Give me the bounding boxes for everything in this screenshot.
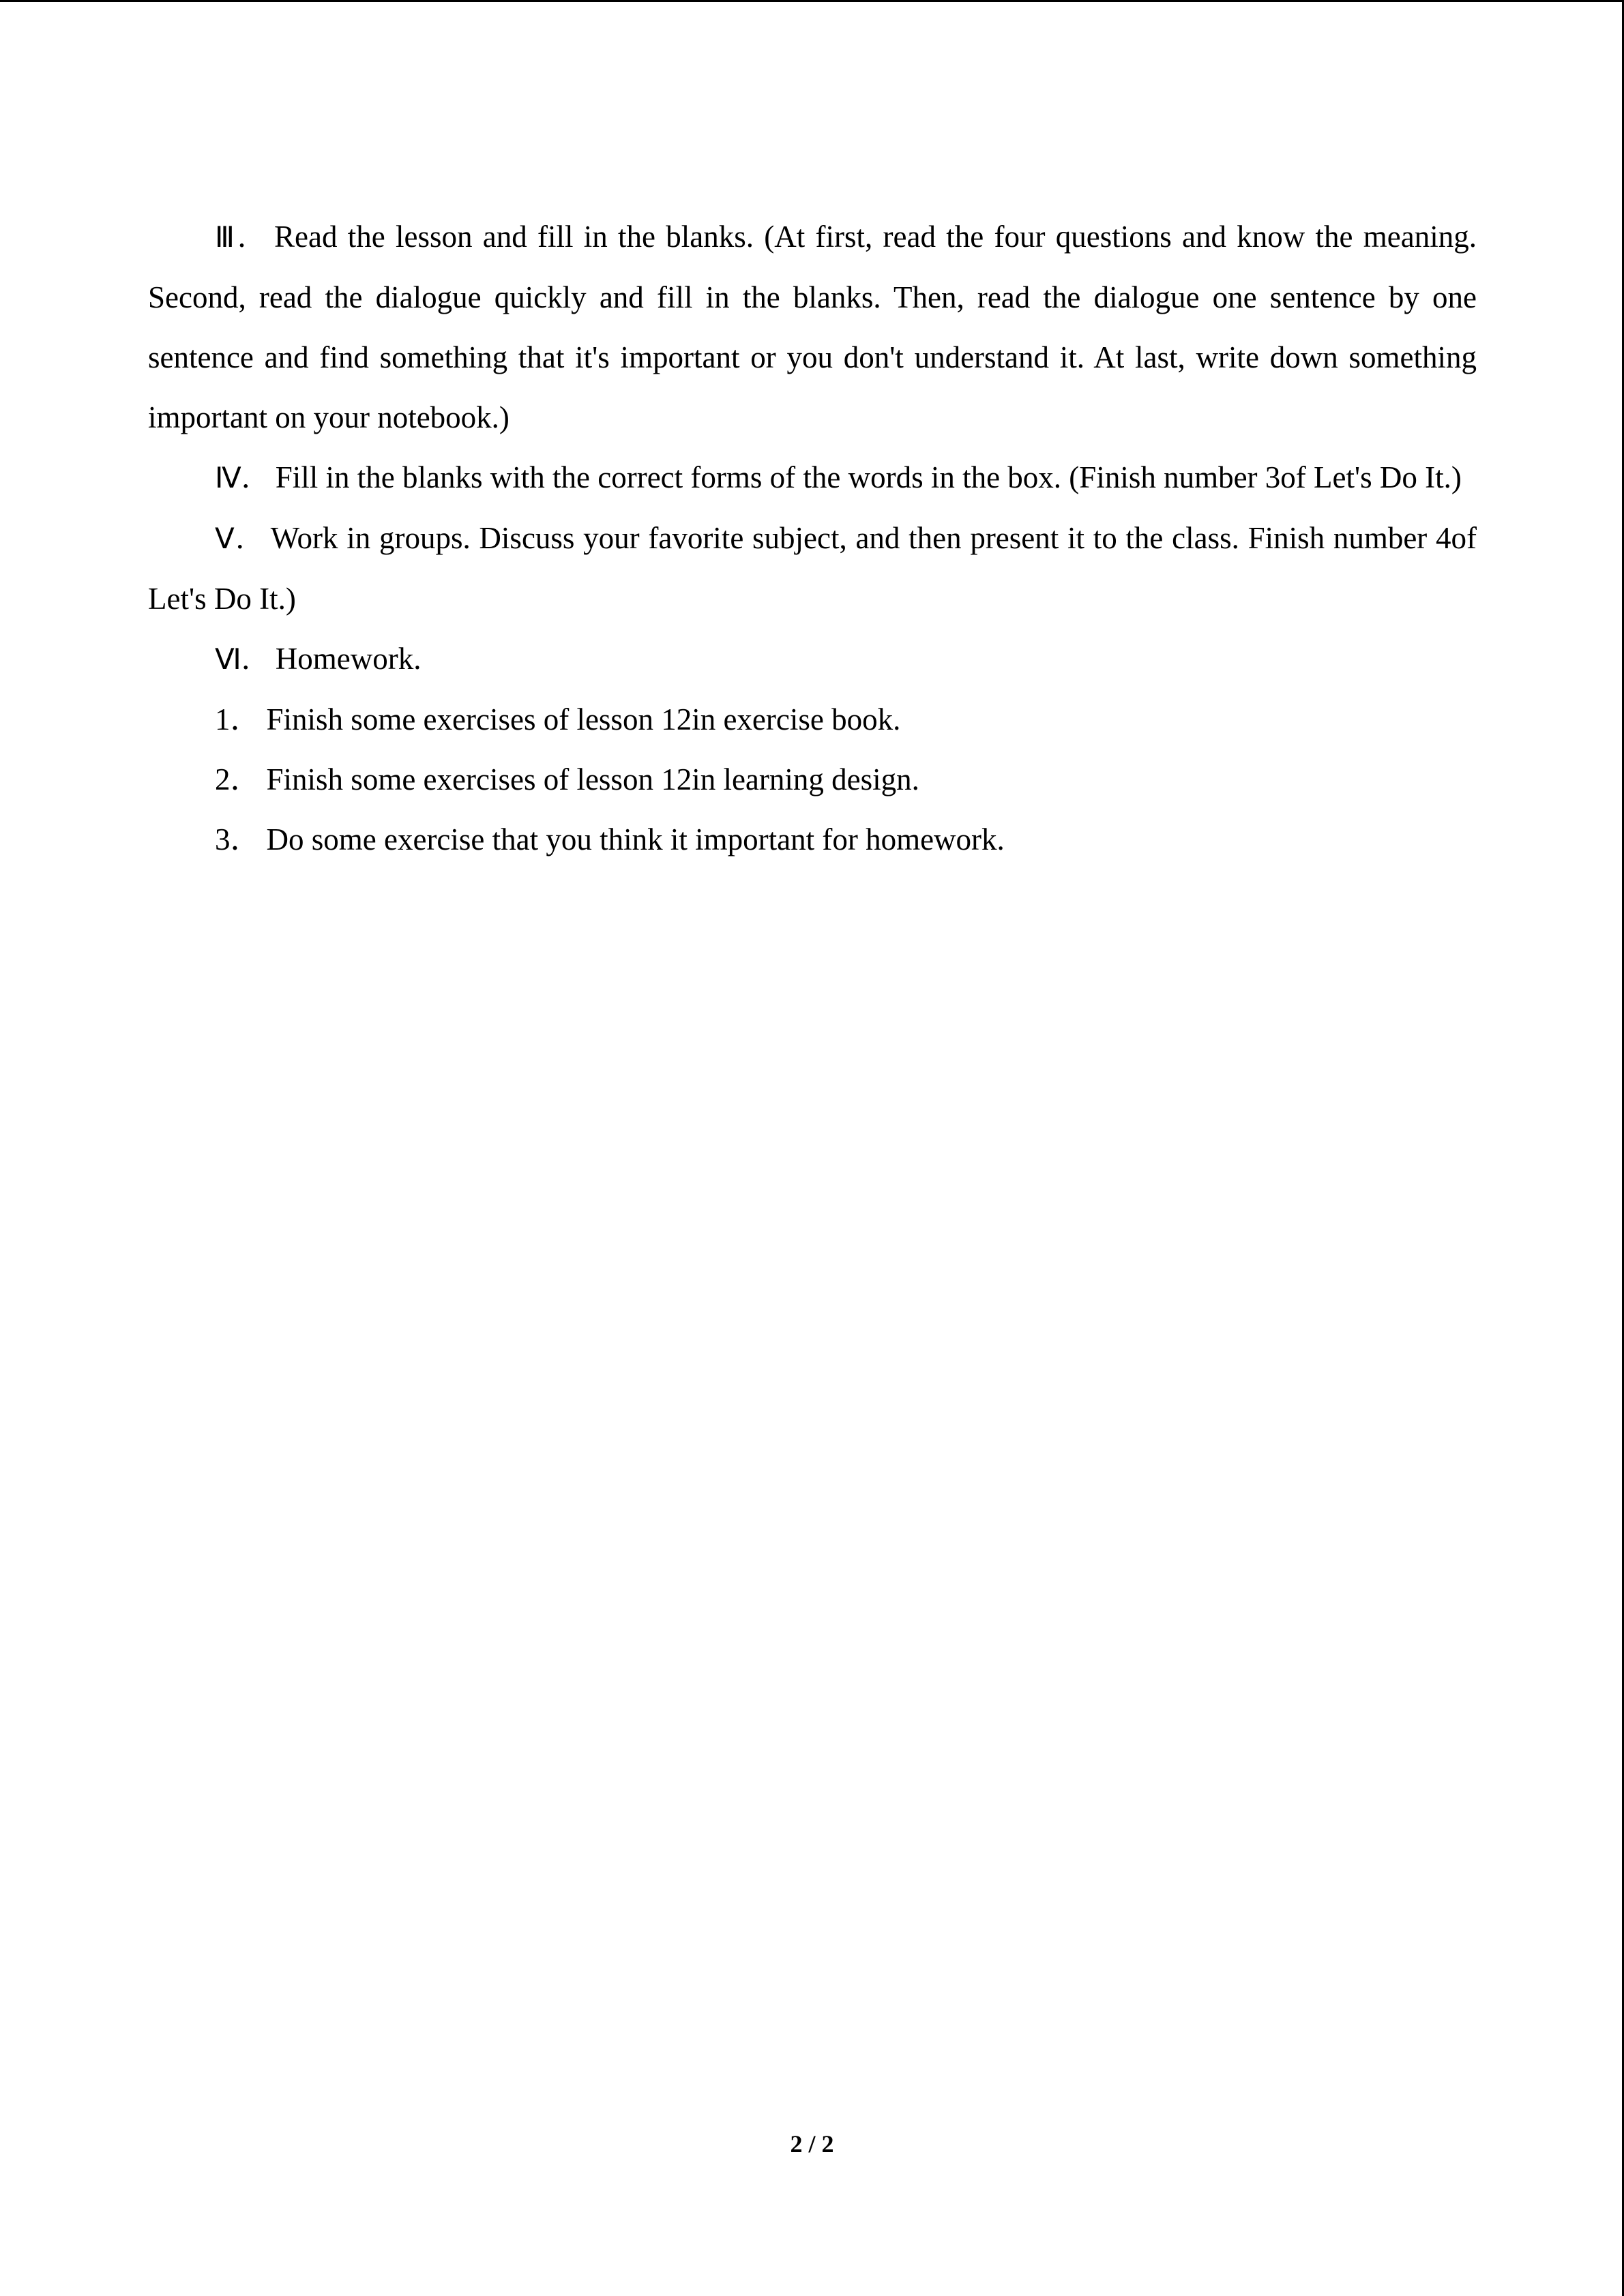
section-text: Fill in the blanks with the correct forms of the words in the box. (Finish number 3of Let's Do It.) xyxy=(275,460,1462,494)
section-reading-blanks xyxy=(148,207,1477,447)
section-word-forms xyxy=(148,447,1477,508)
document-body xyxy=(148,207,1477,869)
section-homework xyxy=(148,629,1477,689)
section-text: Work in groups. Discuss your favorite subject, and then present it to the class. Finish number 4of Let's Do It.) xyxy=(148,521,1477,616)
homework-item xyxy=(148,749,1477,809)
homework-item-number: 1． xyxy=(215,702,261,736)
section-group-work xyxy=(148,508,1477,629)
homework-item-number: 3． xyxy=(215,822,261,856)
homework-item-text: Finish some exercises of lesson 12in learning design. xyxy=(266,762,919,796)
homework-item-number: 2． xyxy=(215,762,261,796)
section-marker: Ⅴ． xyxy=(215,522,265,555)
section-marker: Ⅵ． xyxy=(215,642,270,676)
homework-item-text: Do some exercise that you think it important for homework. xyxy=(266,822,1005,856)
page-border-top xyxy=(0,0,1624,2)
section-marker: Ⅲ． xyxy=(215,220,269,254)
section-text: Homework. xyxy=(275,642,422,676)
section-text: Read the lesson and fill in the blanks. (At first, read the four questions and know the meaning. Second, read the dialogue quickly and fill in the blanks. Then, read the dialogue one sentence by one sentence and find something that it's important or you don't understand it. At last, write down something important on your notebook.) xyxy=(148,220,1477,434)
homework-item-text: Finish some exercises of lesson 12in exercise book. xyxy=(266,702,901,736)
page-number: 2 / 2 xyxy=(790,2130,834,2158)
section-marker: Ⅳ． xyxy=(215,461,270,494)
homework-item xyxy=(148,809,1477,869)
homework-item xyxy=(148,689,1477,749)
